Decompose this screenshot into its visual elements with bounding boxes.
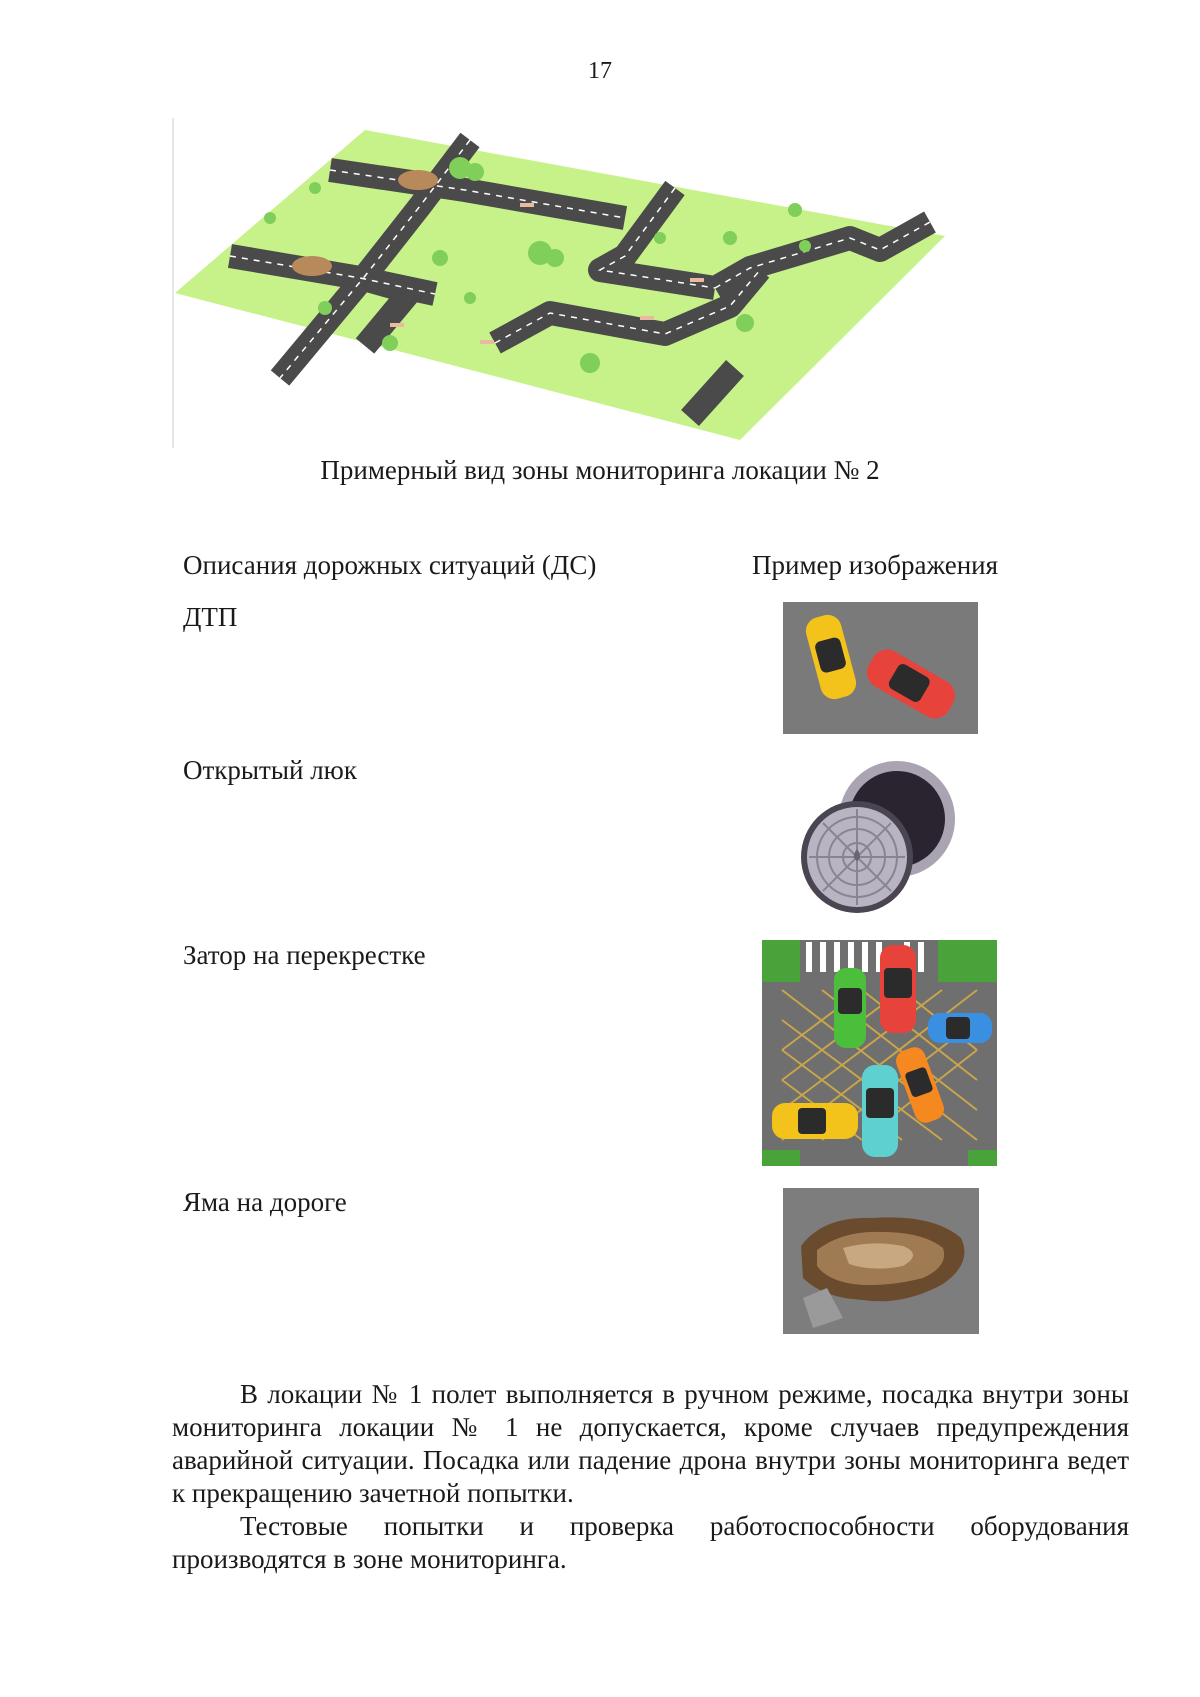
row-label-intersection-jam: Затор на перекрестке <box>183 940 426 970</box>
figure-caption: Примерный вид зоны мониторинга локации № 2 <box>320 455 880 485</box>
column-header-example: Пример изображения <box>752 550 999 580</box>
body-text <box>172 1378 1129 1576</box>
row-label-manhole: Открытый люк <box>183 755 357 785</box>
row-label-accident: ДТП <box>183 602 238 632</box>
pothole-icon <box>783 1188 979 1334</box>
row-label-pothole: Яма на дороге <box>183 1187 347 1217</box>
page-number: 17 <box>588 58 612 84</box>
monitoring-zone-map <box>170 118 970 448</box>
paragraph-landing-rules: В локации № 1 полет выполняется в ручном режиме, посадка внутри зоны мониторинга локации № 1 не допускается, кроме случаев предупреждения аварийной ситуации. Посадка или падение дрона внутри зоны мониторинга ведет к прекращению зачетной попытки. <box>172 1379 1129 1508</box>
car-crash-icon <box>783 602 978 734</box>
intersection-jam-icon <box>762 940 997 1166</box>
paragraph-test-attempts: Тестовые попытки и проверка работоспособности оборудования производятся в зоне мониторинга. <box>172 1511 1129 1574</box>
column-header-description: Описания дорожных ситуаций (ДС) <box>183 550 597 580</box>
open-manhole-icon <box>795 757 965 917</box>
